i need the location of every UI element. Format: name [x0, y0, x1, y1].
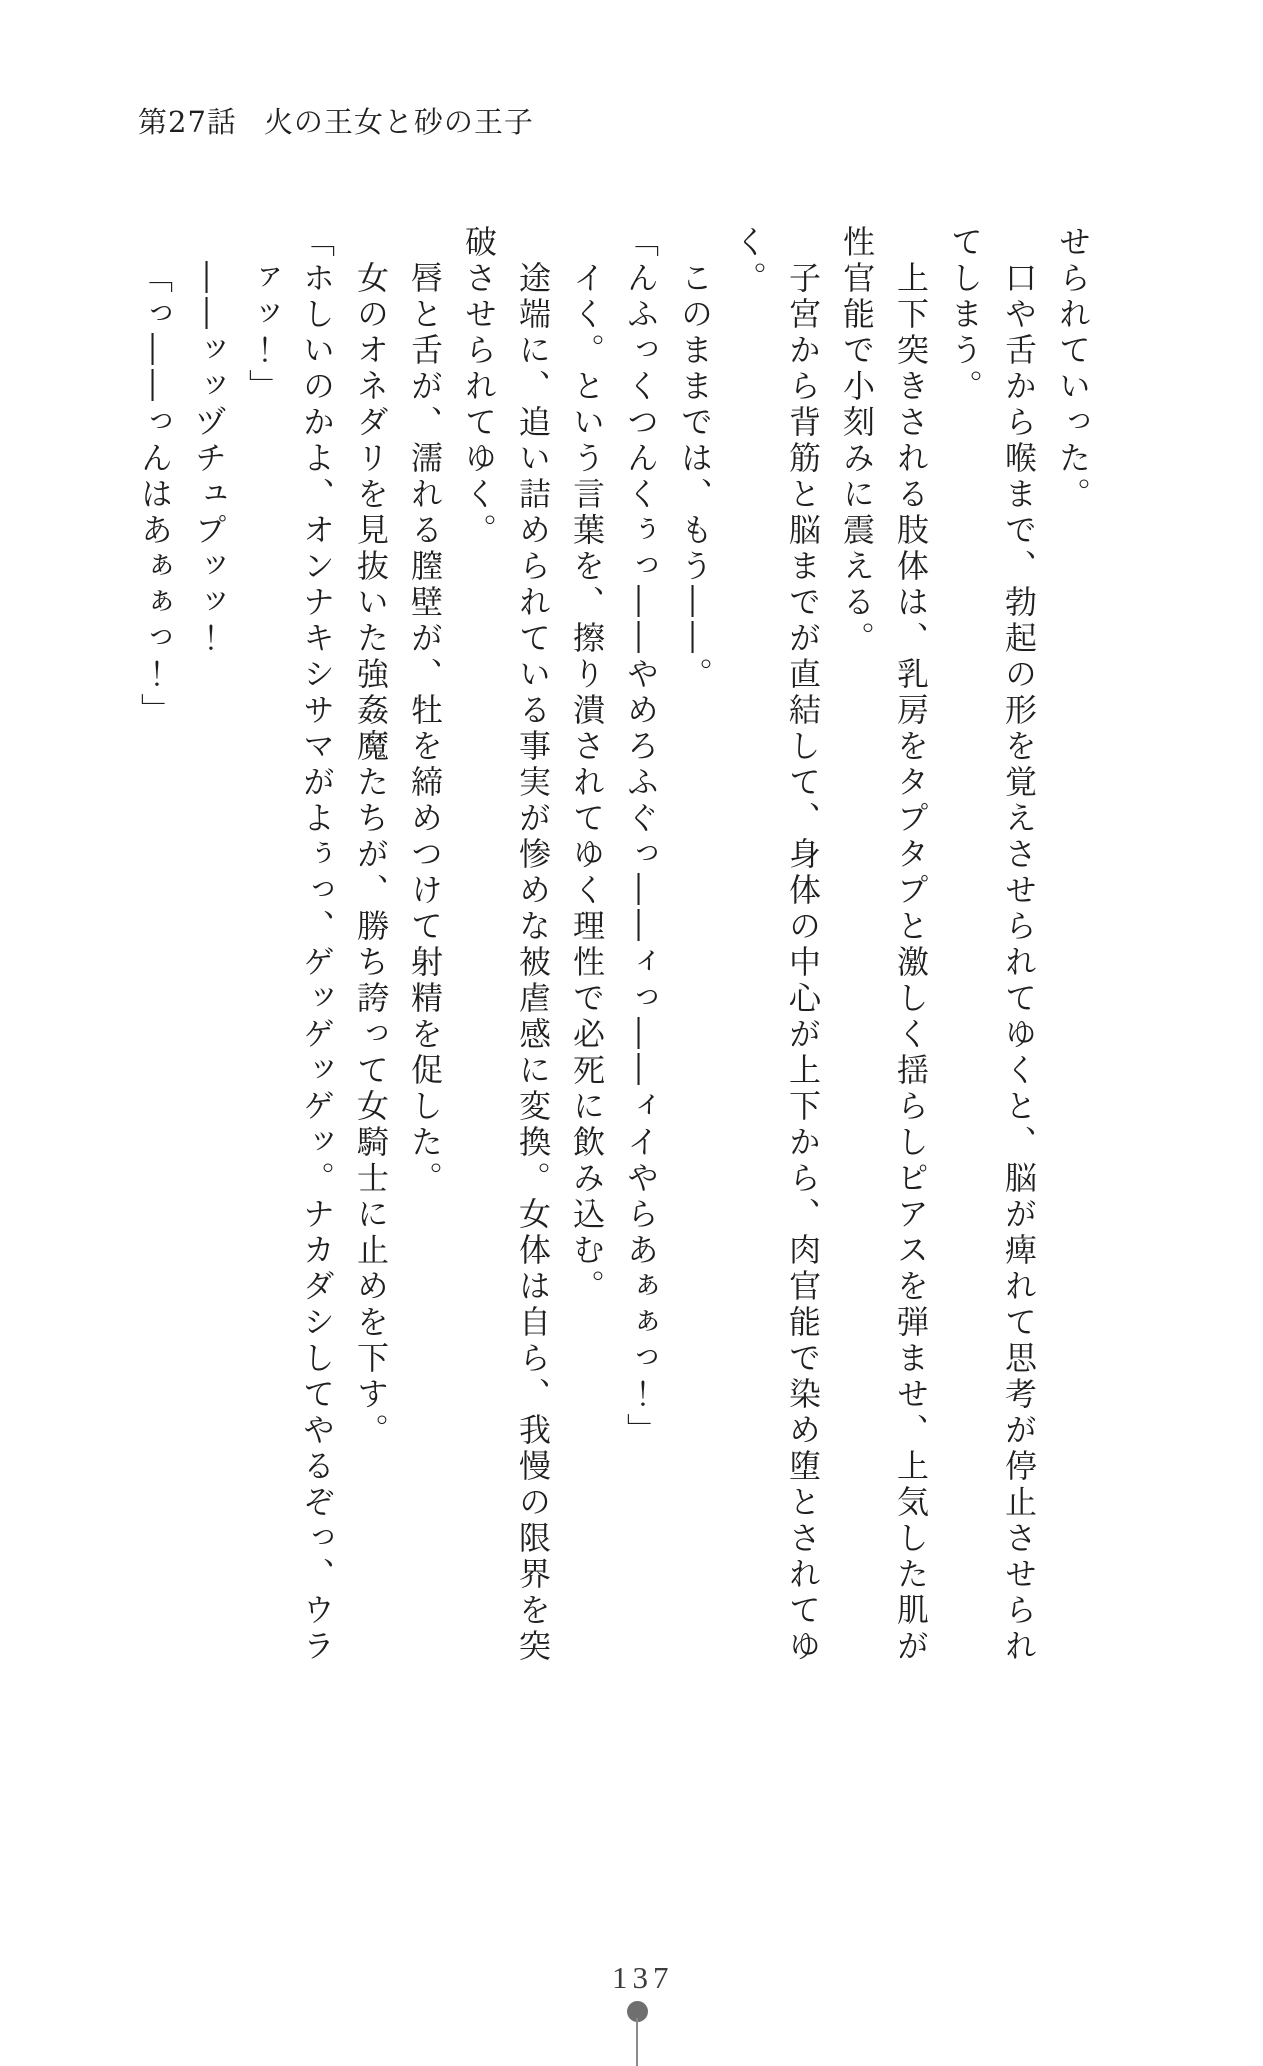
text-column: 「っ――っんはあぁぁっ！」	[136, 261, 174, 729]
text-column: てしまう。	[946, 225, 984, 405]
running-head	[138, 100, 534, 141]
text-column: 上下突きされる肢体は、乳房をタプタプと激しく揺らしピアスを弾ませ、上気した肌が	[892, 261, 930, 1665]
text-column: く。	[730, 225, 768, 297]
text-column: 口や舌から喉まで、勃起の形を覚えさせられてゆくと、脳が痺れて思考が停止させられ	[1000, 261, 1038, 1665]
text-column: せられていった。	[1054, 225, 1092, 513]
main-text-block	[128, 225, 1100, 1705]
text-column: 途端に、追い詰められている事実が惨めな被虐感に変換。女体は自ら、我慢の限界を突	[514, 261, 552, 1665]
footer-ornament-stem	[636, 2018, 638, 2066]
text-column: 唇と舌が、濡れる膣壁が、牡を締めつけて射精を促した。	[406, 261, 444, 1197]
text-column: 「ホしいのかよ、オンナキシサマがよぅっ、ゲッゲッゲッ。ナカダシしてやるぞっ、ウラ	[298, 225, 336, 1665]
text-column: 破させられてゆく。	[460, 225, 498, 549]
text-column: このままでは、もう――。	[676, 261, 714, 693]
chapter-number: 第27話	[138, 105, 237, 139]
page-number: 137	[612, 1960, 674, 1995]
text-column: 「んふっくつんくぅっ――やめろふぐっ――ィっ――ィイやらあぁぁっ！」	[622, 225, 660, 1449]
text-column: 女のオネダリを見抜いた強姦魔たちが、勝ち誇って女騎士に止めを下す。	[352, 261, 390, 1449]
text-column: 性官能で小刻みに震える。	[838, 225, 876, 657]
chapter-title: 火の王女と砂の王子	[263, 105, 534, 139]
text-column: ――ッッヅチュプッッ！	[190, 261, 228, 657]
text-column: 子宮から背筋と脳までが直結して、身体の中心が上下から、肉官能で染め堕とされてゆ	[784, 261, 822, 1665]
text-column: イく。という言葉を、擦り潰されてゆく理性で必死に飲み込む。	[568, 261, 606, 1305]
text-column: ァッ！」	[244, 261, 282, 405]
